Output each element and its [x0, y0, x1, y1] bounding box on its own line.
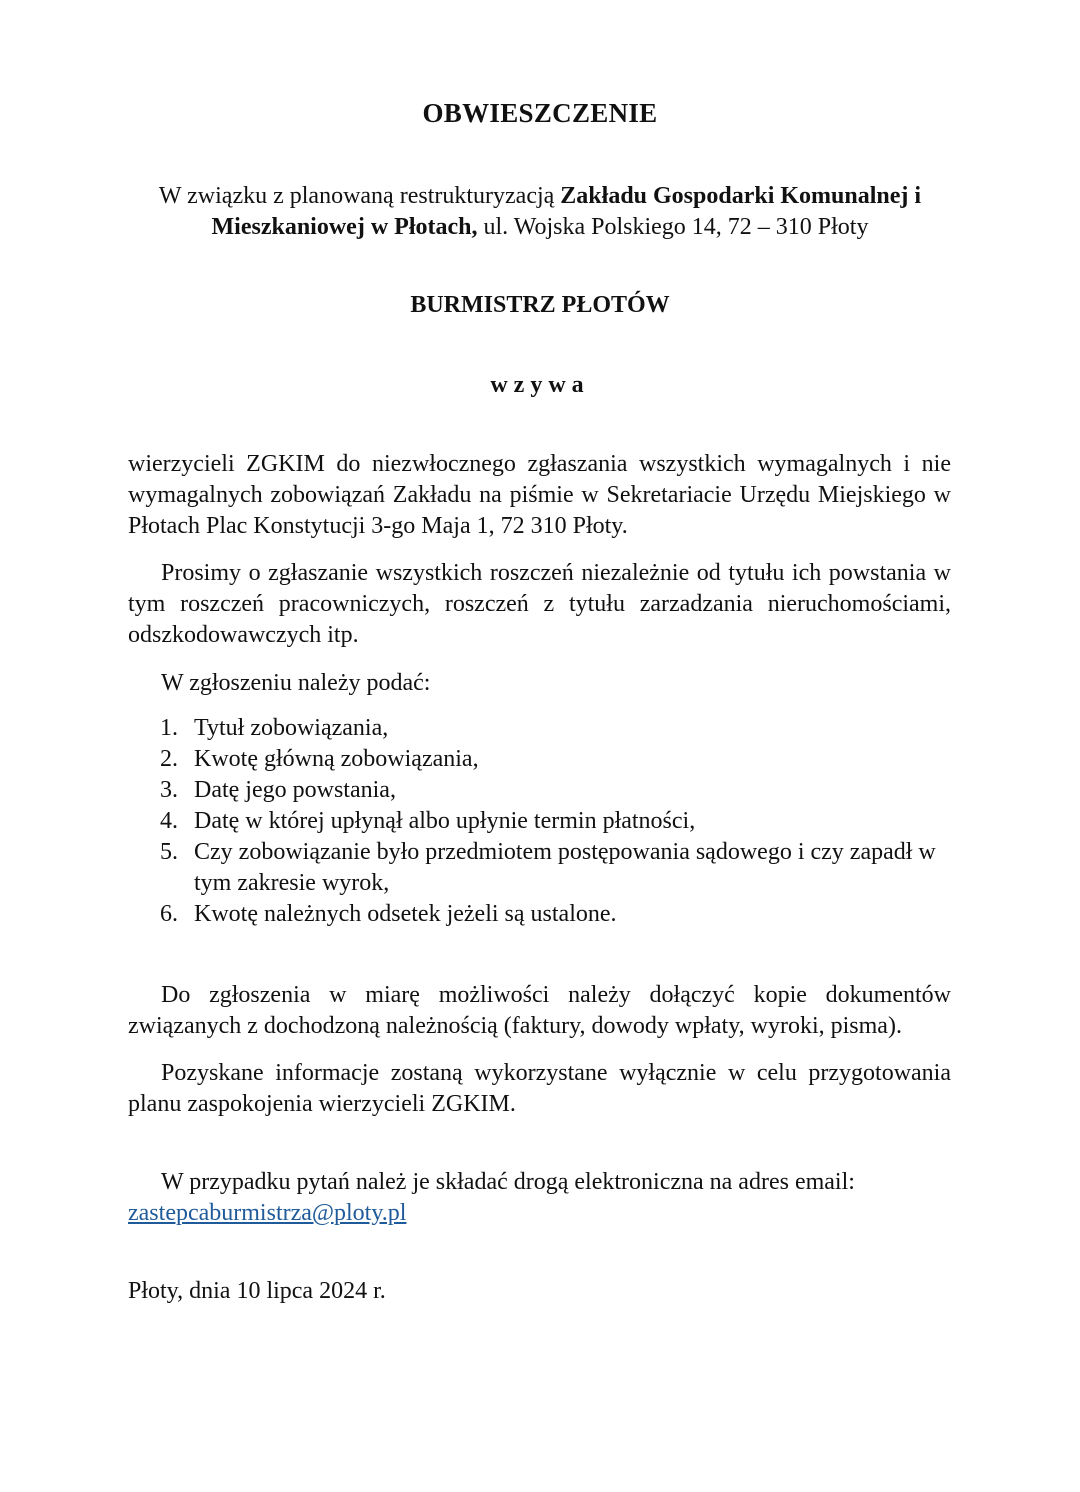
org-address: ul. Wojska Polskiego 14, 72 – 310 Płoty	[477, 214, 869, 240]
list-item-text: Datę jego powstania,	[194, 777, 396, 803]
org-name-line1: Zakładu Gospodarki Komunalnej i	[560, 183, 922, 209]
list-item	[160, 837, 951, 899]
list-item-text: Kwotę główną zobowiązania,	[194, 746, 479, 772]
list-item-number: 2.	[160, 746, 178, 772]
list-item	[160, 806, 951, 837]
org-name-line2: Mieszkaniowej w Płotach,	[211, 214, 478, 240]
purpose-paragraph: Pozyskane informacje zostaną wykorzystane wyłącznie w celu przygotowania planu zaspokojenia wierzycieli ZGKIM.	[128, 1060, 951, 1117]
list-item-number: 6.	[160, 901, 178, 927]
list-item	[160, 775, 951, 806]
list-item-text: Datę w której upłynął albo upłynie termin płatności,	[194, 808, 696, 834]
list-item	[160, 713, 951, 744]
list-item-number: 5.	[160, 839, 178, 865]
attachments-paragraph: Do zgłoszenia w miarę możliwości należy dołączyć kopie dokumentów związanych z dochodzoną należnością (faktury, dowody wpłaty, wyroki, pisma).	[128, 982, 951, 1039]
list-item-number: 3.	[160, 777, 178, 803]
list-item	[160, 899, 951, 930]
list-intro: W zgłoszeniu należy podać:	[161, 670, 431, 696]
intro-paragraph	[100, 181, 980, 243]
email-link[interactable]: zastepcaburmistrza@ploty.pl	[128, 1200, 407, 1226]
place-date-line: Płoty, dnia 10 lipca 2024 r.	[128, 1278, 386, 1304]
contact-paragraph	[128, 1167, 951, 1229]
list-item-number: 4.	[160, 808, 178, 834]
list-item	[160, 744, 951, 775]
claims-paragraph: Prosimy o zgłaszanie wszystkich roszczeń niezależnie od tytułu ich powstania w tym roszczeń pracowniczych, roszczeń z tytułu zarzadzania nieruchomościami, odszkodowawczych itp.	[128, 560, 951, 648]
calls-word: wzywa	[490, 372, 590, 398]
list-item-text: Tytuł zobowiązania,	[194, 715, 389, 741]
list-item-number: 1.	[160, 715, 178, 741]
issuer-heading: BURMISTRZ PŁOTÓW	[410, 292, 670, 318]
contact-text: W przypadku pytań należ je składać drogą elektroniczna na adres email:	[161, 1169, 855, 1195]
list-item-text: Kwotę należnych odsetek jeżeli są ustalone.	[194, 901, 617, 927]
requirements-list	[160, 713, 951, 930]
list-item-text: Czy zobowiązanie było przedmiotem postępowania sądowego i czy zapadł w tym zakresie wyrok,	[194, 839, 936, 896]
creditors-paragraph: wierzycieli ZGKIM do niezwłocznego zgłaszania wszystkich wymagalnych i nie wymagalnych zobowiązań Zakładu na piśmie w Sekretariacie Urzędu Miejskiego w Płotach Plac Konstytucji 3-go Maja 1, 72 310 Płoty.	[128, 451, 951, 539]
document-title: OBWIESZCZENIE	[422, 98, 658, 128]
intro-prefix: W związku z planowaną restrukturyzacją	[158, 183, 561, 209]
